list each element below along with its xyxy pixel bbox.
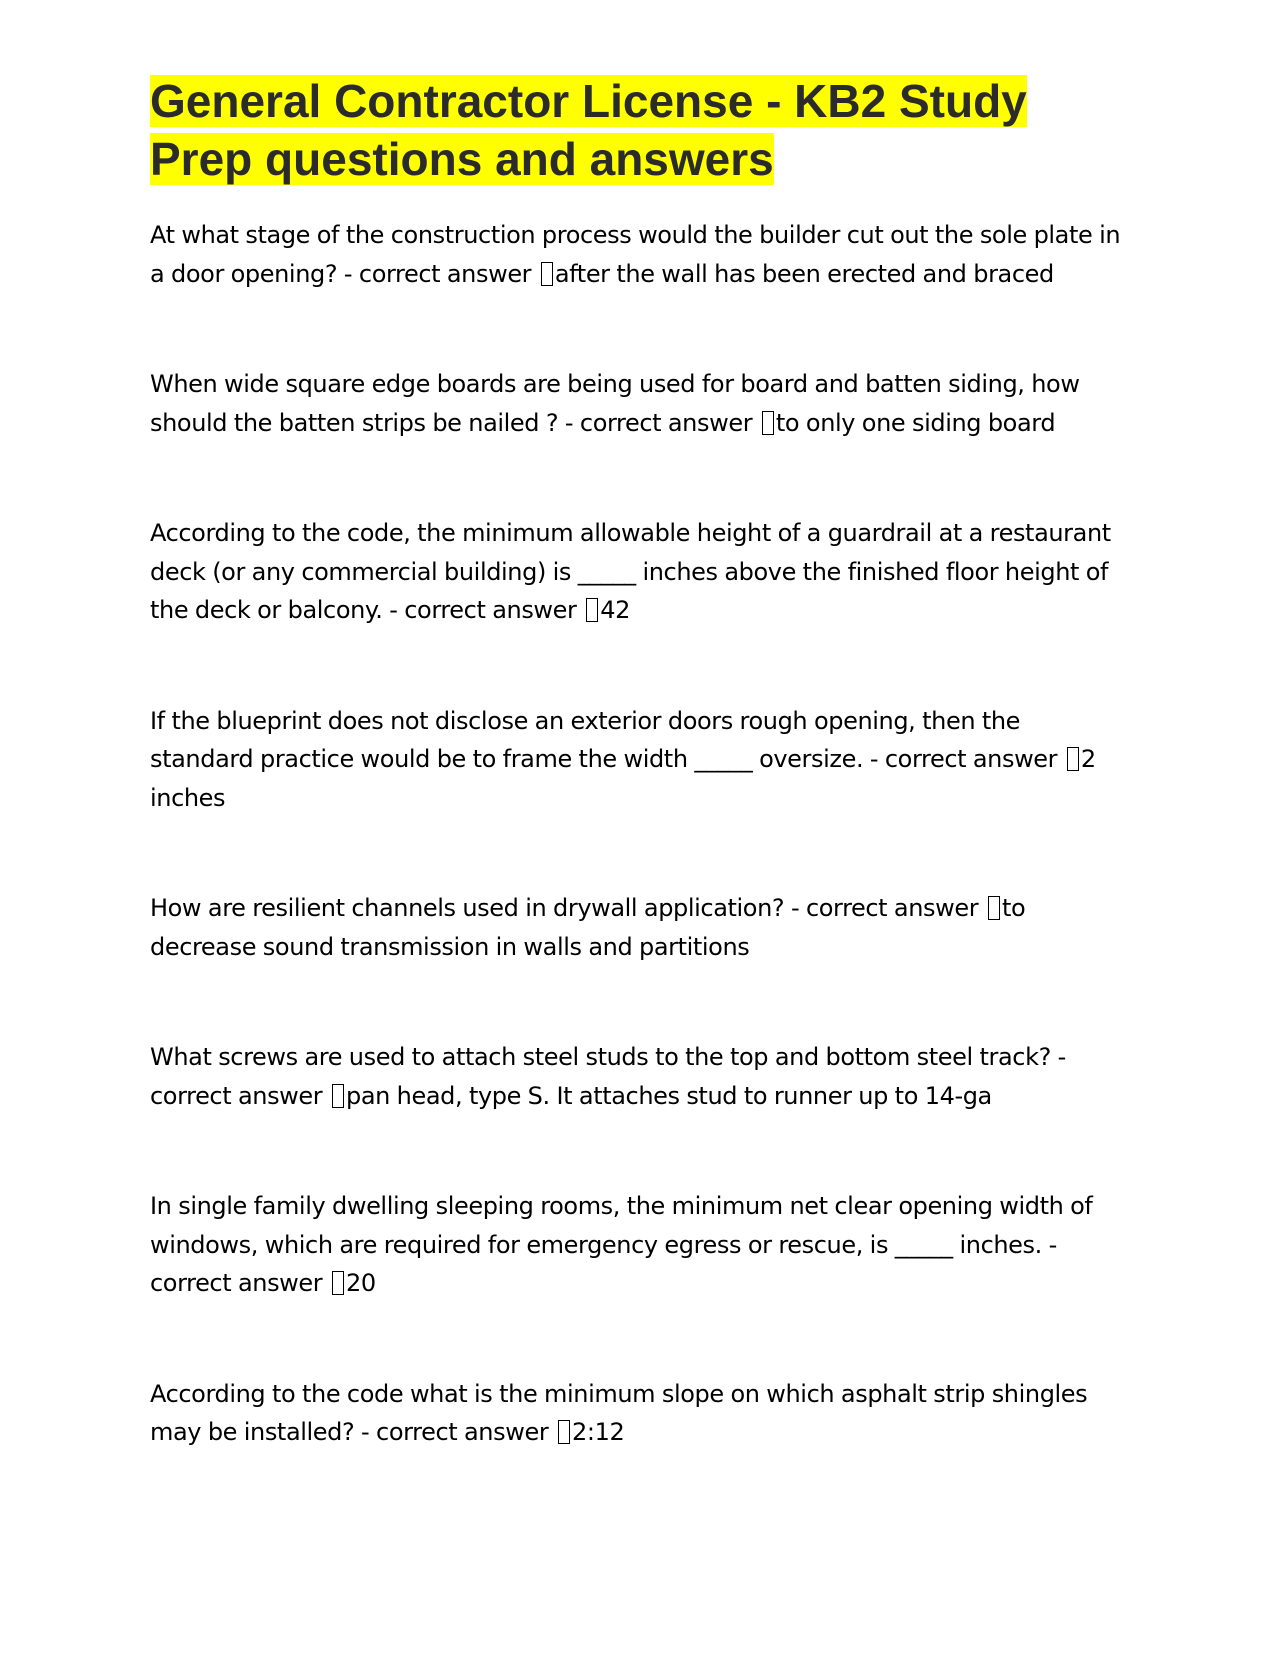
question-text: In single family dwelling sleeping rooms, the minimum net clear opening width of windows, which are required for emergency egress or rescue, is _____ inches. - correct answer xyxy=(150,1192,1093,1297)
qa-item xyxy=(150,1375,1130,1452)
answer-text: 42 xyxy=(600,596,630,624)
answer-marker-icon xyxy=(332,1084,344,1108)
question-text: What screws are used to attach steel studs to the top and bottom steel track? - correct answer xyxy=(150,1043,1066,1110)
question-text: If the blueprint does not disclose an exterior doors rough opening, then the standard practice would be to frame the width _____ oversize. - correct answer xyxy=(150,706,1064,773)
qa-item xyxy=(150,1187,1130,1303)
answer-marker-icon xyxy=(586,598,598,622)
question-text: According to the code, the minimum allowable height of a guardrail at a restaurant deck (or any commercial building) is _____ inches above the finished floor height of the deck or balcony. - correct answer xyxy=(150,519,1111,624)
answer-text: 2 inches xyxy=(150,745,1096,812)
answer-marker-icon xyxy=(558,1420,570,1444)
question-text: How are resilient channels used in drywall application? - correct answer xyxy=(150,894,985,922)
document-title xyxy=(150,72,1130,188)
answer-marker-icon xyxy=(988,896,1000,920)
answer-text: 2:12 xyxy=(572,1418,625,1446)
document-page xyxy=(150,72,1130,1524)
answer-marker-icon xyxy=(762,411,774,435)
qa-item xyxy=(150,514,1130,630)
answer-text: pan head, type S. It attaches stud to runner up to 14-ga xyxy=(345,1081,992,1110)
qa-item xyxy=(150,1038,1130,1115)
answer-text: after the wall has been erected and braced xyxy=(554,259,1054,288)
answer-marker-icon xyxy=(541,262,553,286)
qa-item xyxy=(150,216,1130,293)
answer-text: to decrease sound transmission in walls and partitions xyxy=(150,894,1026,961)
qa-item xyxy=(150,702,1130,818)
answer-marker-icon xyxy=(1067,747,1079,771)
answer-marker-icon xyxy=(332,1271,344,1295)
qa-list xyxy=(150,216,1130,1452)
answer-text: to only one siding board xyxy=(775,408,1056,437)
document-title-text: General Contractor License - KB2 Study Prep questions and answers xyxy=(150,75,1027,185)
answer-text: 20 xyxy=(345,1269,376,1297)
qa-item xyxy=(150,365,1130,442)
qa-item xyxy=(150,889,1130,966)
question-text: According to the code what is the minimum slope on which asphalt strip shingles may be installed? - correct answer xyxy=(150,1379,1088,1446)
question-text: At what stage of the construction process would the builder cut out the sole plate in a door opening? - correct answer xyxy=(150,221,1121,288)
question-text: When wide square edge boards are being used for board and batten siding, how should the batten strips be nailed ? - correct answer xyxy=(150,370,1080,437)
